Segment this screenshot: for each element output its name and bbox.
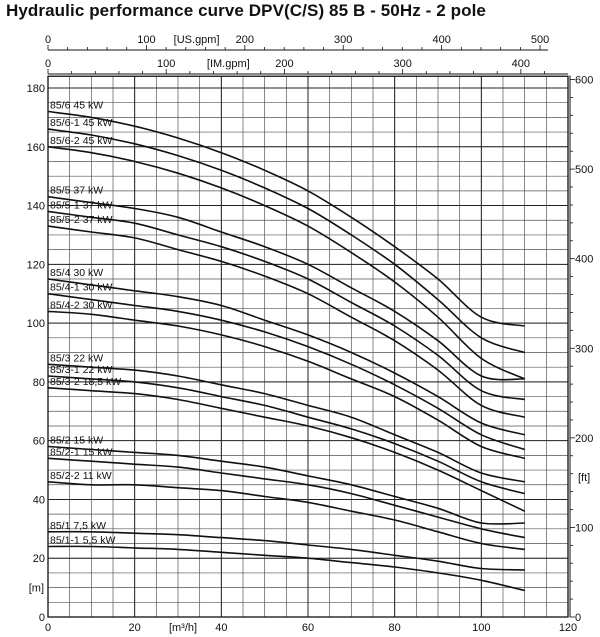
y-tick-label: 40 (32, 494, 45, 507)
x-axis-label: [m³/h] (168, 622, 198, 634)
im-gpm-tick-label: 300 (393, 58, 412, 70)
curve-label: 85/3 22 kW (50, 352, 104, 365)
y-tick-label: 60 (32, 435, 45, 448)
x-tick-label: 80 (388, 622, 401, 634)
x-tick-label: 20 (128, 622, 141, 634)
y-tick-label: 80 (32, 376, 45, 389)
y-tick-label: 0 (38, 612, 45, 624)
im-gpm-axis-label: [IM.gpm] (206, 58, 250, 70)
im-gpm-tick-label: 200 (275, 58, 294, 70)
curve-label: 85/5 37 kW (50, 184, 104, 197)
curve-label: 85/2-1 15 kW (50, 446, 113, 459)
curve-label: 85/3-2 18,5 kW (50, 375, 122, 388)
curve-label: 85/4 30 kW (50, 267, 104, 280)
y-tick-label: 120 (26, 259, 45, 272)
curve-label: 85/5-1 37 kW (50, 199, 113, 212)
curve-label: 85/1-1 5,5 kW (50, 534, 116, 547)
curve-label: 85/5-2 37 kW (50, 214, 113, 227)
x-tick-label: 40 (215, 622, 228, 634)
curve-label: 85/6-1 45 kW (50, 117, 113, 130)
us-gpm-tick-label: 500 (530, 34, 550, 46)
y-tick-label: 140 (26, 200, 45, 213)
x-tick-label: 120 (558, 622, 578, 634)
ft-tick-label: 100 (575, 522, 594, 535)
curve-label: 85/6-2 45 kW (50, 134, 113, 147)
x-tick-label: 0 (44, 622, 52, 634)
ft-tick-label: 300 (575, 343, 594, 356)
us-gpm-tick-label: 0 (44, 34, 52, 46)
us-gpm-axis-label: [US.gpm] (173, 34, 220, 46)
curve-label: 85/1 7,5 kW (50, 519, 107, 532)
y-tick-label: 20 (32, 553, 45, 566)
ft-tick-label: 600 (575, 74, 594, 87)
ft-tick-label: 500 (575, 164, 594, 177)
y-tick-label: 160 (26, 141, 45, 154)
curve-label: 85/2 15 kW (50, 434, 104, 447)
us-gpm-tick-label: 400 (432, 34, 451, 46)
y-axis-label: [m] (28, 582, 44, 595)
x-tick-label: 60 (301, 622, 315, 634)
ft-tick-label: 400 (575, 253, 594, 266)
curve-label: 85/3-1 22 kW (50, 364, 113, 377)
im-gpm-tick-label: 400 (511, 58, 531, 70)
us-gpm-tick-label: 300 (334, 34, 353, 46)
x-tick-label: 100 (472, 622, 491, 634)
us-gpm-tick-label: 200 (235, 34, 254, 46)
chart-title: Hydraulic performance curve DPV(C/S) 85 B - 50Hz - 2 pole (6, 1, 486, 20)
curve-label: 85/2-2 11 kW (50, 469, 112, 482)
ft-tick-label: 200 (575, 432, 594, 445)
ft-axis-label: [ft] (578, 471, 591, 484)
curve-label: 85/4-1 30 kW (50, 281, 113, 294)
im-gpm-tick-label: 0 (44, 58, 52, 70)
y-tick-label: 100 (26, 318, 45, 331)
us-gpm-tick-label: 100 (137, 34, 156, 46)
im-gpm-tick-label: 100 (157, 58, 176, 70)
curve-label: 85/6 45 kW (50, 99, 104, 112)
ft-tick-label: 0 (575, 612, 582, 624)
curve-label: 85/4-2 30 kW (50, 299, 113, 312)
y-tick-label: 180 (26, 83, 45, 95)
